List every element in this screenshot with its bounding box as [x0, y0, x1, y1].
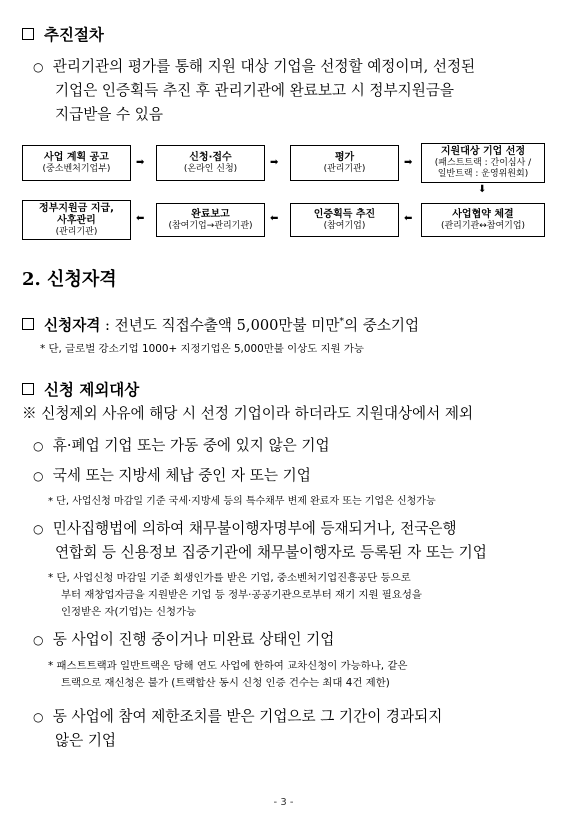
circle-bullet-icon: ○	[33, 522, 44, 536]
circle-bullet-icon: ○	[33, 439, 44, 453]
eligibility-note: * 단, 글로벌 강소기업 1000+ 지정기업은 5,000만불 이상도 지원 가능	[40, 343, 364, 355]
arrow-right-icon: ➡	[404, 157, 413, 168]
exclusion-note-3: * 단, 사업신청 마감일 기준 회생인가를 받은 기업, 중소벤처기업진흥공단 등으로 부터 재창업자금을 지원받은 기업 등 정부·공공기관으로부터 재기 지원 필요성을 인정받은 자(기업)는 신청가능	[48, 572, 422, 618]
exclusion-item-2: ○ 국세 또는 지방세 체납 중인 자 또는 기업	[33, 467, 311, 484]
flow-step-announcement: 사업 계획 공고 (중소벤처기업부)	[22, 145, 131, 181]
exclusion-note-2: * 단, 사업신청 마감일 기준 국세·지방세 등의 특수채무 변제 완료자 또는 기업은 신청가능	[48, 496, 436, 507]
flow-step-payment: 정부지원금 지급, 사후관리 (관리기관)	[22, 200, 131, 240]
exclusion-item-3: ○ 민사집행법에 의하여 채무불이행자명부에 등재되거나, 전국은행 연합회 등 신용정보 집중기관에 채무불이행자로 등록된 자 또는 기업	[33, 520, 487, 561]
exclusion-item-1: ○ 휴·폐업 기업 또는 가동 중에 있지 않은 기업	[33, 437, 330, 454]
flow-step-application: 신청·접수 (온라인 신청)	[156, 145, 265, 181]
arrow-left-icon: ⬅	[404, 213, 413, 224]
square-bullet-icon	[22, 28, 34, 40]
circle-bullet-icon: ○	[33, 469, 44, 483]
arrow-down-icon: ⬇	[478, 184, 487, 195]
arrow-right-icon: ➡	[136, 157, 145, 168]
exclusion-intro: ※ 신청제외 사유에 해당 시 선정 기업이라 하더라도 지원대상에서 제외	[22, 405, 474, 422]
square-bullet-icon	[22, 318, 34, 330]
flow-step-completion-report: 완료보고 (참여기업→관리기관)	[156, 203, 265, 237]
flow-step-certification: 인증획득 추진 (참여기업)	[290, 203, 399, 237]
exclusion-heading: 신청 제외대상	[22, 378, 139, 400]
circle-bullet-icon: ○	[33, 633, 44, 647]
arrow-left-icon: ⬅	[136, 213, 145, 224]
section-title: 2. 신청자격	[22, 269, 117, 290]
exclusion-item-4: ○ 동 사업이 진행 중이거나 미완료 상태인 기업	[33, 631, 335, 648]
square-bullet-icon	[22, 383, 34, 395]
eligibility-line: 신청자격 : 전년도 직접수출액 5,000만불 미만*의 중소기업	[22, 310, 419, 338]
circle-bullet-icon: ○	[33, 710, 44, 724]
flow-step-selection: 지원대상 기업 선정 (패스트트랙 : 간이심사 / 일반트랙 : 운영위원회)	[421, 143, 545, 183]
flow-step-agreement: 사업협약 체결 (관리기관↔참여기업)	[421, 203, 545, 237]
exclusion-item-5: ○ 동 사업에 참여 제한조치를 받은 기업으로 그 기간이 경과되지 않은 기업	[33, 708, 443, 749]
arrow-left-icon: ⬅	[270, 213, 279, 224]
arrow-right-icon: ➡	[270, 157, 279, 168]
procedure-heading: 추진절차	[22, 23, 104, 45]
procedure-description: ○ 관리기관의 평가를 통해 지원 대상 기업을 선정할 예정이며, 선정된 기업은 인증획득 추진 후 관리기관에 완료보고 시 정부지원금을 지급받을 수 있음	[33, 58, 476, 123]
flow-step-evaluation: 평가 (관리기관)	[290, 145, 399, 181]
exclusion-note-4: * 패스트트랙과 일반트랙은 당해 연도 사업에 한하여 교차신청이 가능하나, 같은 트랙으로 재신청은 불가 (트랙합산 동시 신청 인증 건수는 최대 4건 제한)	[48, 660, 408, 689]
page-number: - 3 -	[273, 797, 294, 808]
circle-bullet-icon: ○	[33, 60, 44, 74]
